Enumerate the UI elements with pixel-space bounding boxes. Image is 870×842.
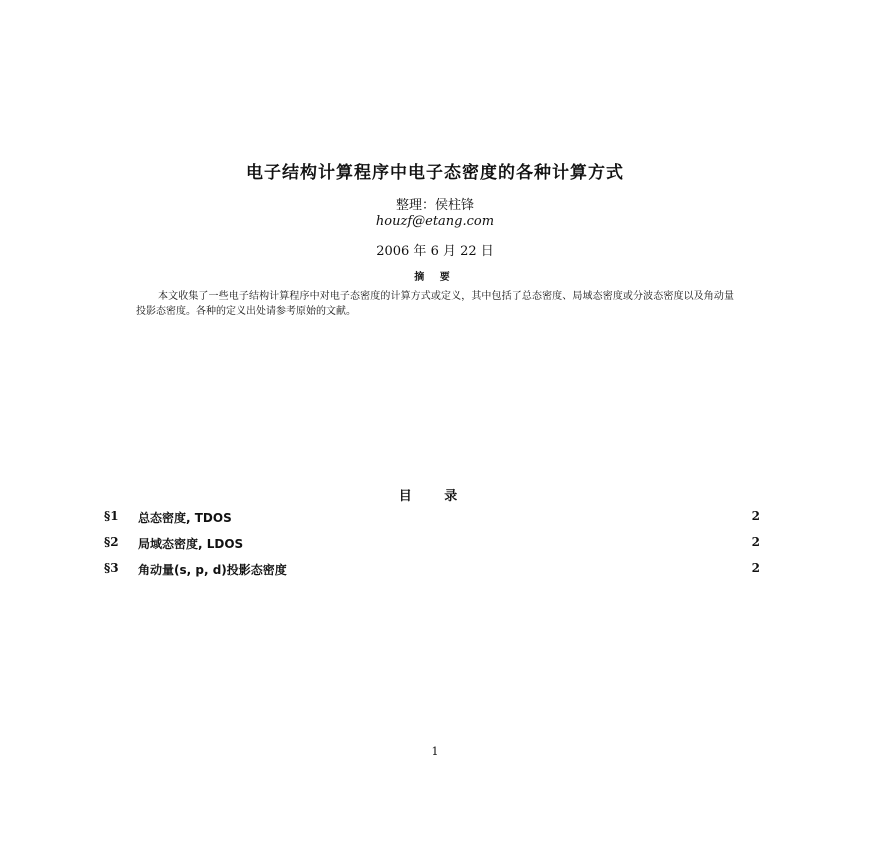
toc-entry-2[interactable]: [104, 535, 760, 553]
abstract-text: 本文收集了一些电子结构计算程序中对电子态密度的计算方式或定义，其中包括了总态密度、局域态密度或分波态密度以及角动量投影态密度。各种的定义出处请参考原始的文献。: [136, 291, 734, 317]
toc-entry-1[interactable]: [104, 509, 760, 527]
author-email: houzf@etang.com: [375, 214, 495, 229]
toc-entry-page: 2: [751, 509, 760, 523]
toc-entry-number: §3: [104, 561, 119, 575]
toc-entry-page: 2: [751, 535, 760, 549]
document-date: 2006 年 6 月 22 日: [376, 244, 494, 259]
toc-entry-title: 角动量(s, p, d)投影态密度: [138, 563, 287, 577]
toc-entry-title: 总态密度, TDOS: [138, 511, 232, 525]
toc-entry-number: §2: [104, 535, 119, 549]
toc-entry-number: §1: [104, 509, 119, 523]
toc-entry-page: 2: [751, 561, 760, 575]
document-title: 电子结构计算程序中电子态密度的各种计算方式: [246, 163, 624, 183]
toc-heading: 目 录: [398, 489, 472, 504]
page-number: 1: [431, 745, 439, 758]
toc-entry-3[interactable]: [104, 561, 760, 579]
toc-entry-title: 局域态密度, LDOS: [138, 537, 244, 551]
author-line: 整理：侯柱锋: [395, 198, 474, 213]
abstract-heading: 摘 要: [414, 272, 456, 283]
